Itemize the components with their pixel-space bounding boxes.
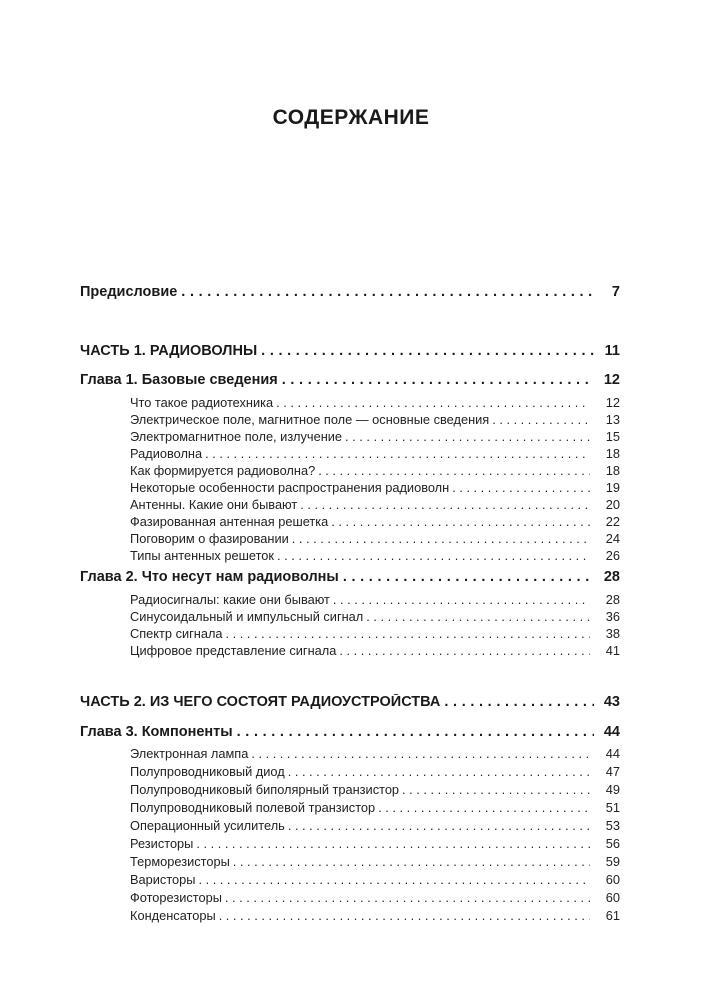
toc-entry-page: 15 bbox=[605, 429, 620, 444]
toc-entry-label: Типы антенных решеток bbox=[130, 548, 275, 563]
page-title: СОДЕРЖАНИЕ bbox=[272, 106, 430, 129]
dot-leader bbox=[366, 609, 590, 624]
toc-subentry[interactable] bbox=[130, 463, 620, 478]
toc-entry-page: 11 bbox=[604, 343, 620, 359]
dot-leader bbox=[402, 782, 590, 797]
toc-subentry[interactable] bbox=[130, 643, 620, 658]
toc-entry-label: Глава 3. Компоненты bbox=[80, 724, 233, 740]
toc-entry-page: 56 bbox=[605, 836, 620, 851]
toc-entry-label: Спектр сигнала bbox=[130, 626, 223, 641]
toc-entry-part-1[interactable] bbox=[80, 343, 620, 359]
toc-entry-page: 51 bbox=[605, 800, 620, 815]
toc-entry-label: Терморезисторы bbox=[130, 854, 230, 869]
toc-entry-label: Предисловие bbox=[80, 284, 178, 300]
toc-entry-label: Поговорим о фазировании bbox=[130, 531, 289, 546]
toc-entry-label: Резисторы bbox=[130, 836, 194, 851]
dot-leader bbox=[276, 395, 590, 410]
dot-leader bbox=[452, 480, 590, 495]
toc-entry-page: 13 bbox=[605, 412, 620, 427]
toc-entry-page: 28 bbox=[603, 569, 620, 585]
toc-subentry[interactable] bbox=[130, 800, 620, 815]
toc-entry-label: Глава 2. Что несут нам радиоволны bbox=[80, 569, 339, 585]
dot-leader bbox=[292, 531, 590, 546]
toc-subentry[interactable] bbox=[130, 548, 620, 563]
dot-leader bbox=[345, 429, 590, 444]
dot-leader bbox=[225, 890, 590, 905]
toc-entry-page: 24 bbox=[605, 531, 620, 546]
toc-entry-page: 28 bbox=[605, 592, 620, 607]
toc-entry-page: 60 bbox=[605, 890, 620, 905]
toc-entry-page: 60 bbox=[605, 872, 620, 887]
toc-entry-label: ЧАСТЬ 1. РАДИОВОЛНЫ bbox=[80, 343, 258, 359]
toc-entry-label: Полупроводниковый полевой транзистор bbox=[130, 800, 376, 815]
toc-entry-label: Электрическое поле, магнитное поле — основные сведения bbox=[130, 412, 490, 427]
toc-entry-label: ЧАСТЬ 2. ИЗ ЧЕГО СОСТОЯТ РАДИОУСТРОЙСТВА bbox=[80, 694, 441, 710]
toc-entry-page: 43 bbox=[603, 694, 620, 710]
toc-subentry[interactable] bbox=[130, 854, 620, 869]
dot-leader bbox=[233, 854, 590, 869]
dot-leader bbox=[237, 724, 594, 740]
dot-leader bbox=[219, 908, 590, 923]
toc-entry-label: Электромагнитное поле, излучение bbox=[130, 429, 343, 444]
toc-subentry[interactable] bbox=[130, 429, 620, 444]
dot-leader bbox=[261, 343, 594, 359]
toc-entry-chapter-3[interactable] bbox=[80, 724, 620, 740]
toc-entry-label: Радиосигналы: какие они бывают bbox=[130, 592, 330, 607]
dot-leader bbox=[181, 284, 594, 300]
toc-entry-page: 20 bbox=[605, 497, 620, 512]
dot-leader bbox=[196, 836, 590, 851]
toc-entry-page: 44 bbox=[603, 724, 620, 740]
toc-entry-page: 44 bbox=[605, 746, 620, 761]
toc-entry-label: Некоторые особенности распространения радиоволн bbox=[130, 480, 450, 495]
toc-entry-page: 61 bbox=[605, 908, 620, 923]
toc-subentry[interactable] bbox=[130, 746, 620, 761]
toc-entry-page: 41 bbox=[605, 643, 620, 658]
toc-entry-label: Антенны. Какие они бывают bbox=[130, 497, 298, 512]
toc-entry-label: Фазированная антенная решетка bbox=[130, 514, 329, 529]
toc-entry-page: 19 bbox=[605, 480, 620, 495]
toc-subentry[interactable] bbox=[130, 782, 620, 797]
dot-leader bbox=[198, 872, 590, 887]
toc-entry-label: Как формируется радиоволна? bbox=[130, 463, 316, 478]
toc-entry-page: 12 bbox=[603, 372, 620, 388]
toc-entry-page: 36 bbox=[605, 609, 620, 624]
toc-subentry[interactable] bbox=[130, 531, 620, 546]
toc-entry-part-2[interactable] bbox=[80, 694, 620, 710]
toc-subentry[interactable] bbox=[130, 836, 620, 851]
toc-entry-preface[interactable] bbox=[80, 284, 620, 300]
toc-entry-page: 7 bbox=[611, 284, 620, 300]
toc-subentry[interactable] bbox=[130, 872, 620, 887]
dot-leader bbox=[318, 463, 590, 478]
toc-subentry[interactable] bbox=[130, 764, 620, 779]
toc-entry-page: 18 bbox=[605, 446, 620, 461]
toc-entry-chapter-1[interactable] bbox=[80, 372, 620, 388]
toc-entry-label: Электронная лампа bbox=[130, 746, 249, 761]
toc-entry-page: 47 bbox=[605, 764, 620, 779]
toc-subentry[interactable] bbox=[130, 818, 620, 833]
dot-leader bbox=[251, 746, 590, 761]
dot-leader bbox=[226, 626, 590, 641]
toc-entry-page: 22 bbox=[605, 514, 620, 529]
dot-leader bbox=[333, 592, 590, 607]
toc-subentry[interactable] bbox=[130, 497, 620, 512]
toc-entry-page: 49 bbox=[605, 782, 620, 797]
dot-leader bbox=[205, 446, 590, 461]
toc-entry-label: Что такое радиотехника bbox=[130, 395, 274, 410]
toc-entry-label: Полупроводниковый биполярный транзистор bbox=[130, 782, 400, 797]
dot-leader bbox=[492, 412, 590, 427]
toc-entry-label: Фоторезисторы bbox=[130, 890, 222, 905]
toc-subentry[interactable] bbox=[130, 412, 620, 427]
toc-subentry[interactable] bbox=[130, 890, 620, 905]
dot-leader bbox=[378, 800, 590, 815]
toc-entry-page: 53 bbox=[605, 818, 620, 833]
toc-entry-label: Цифровое представление сигнала bbox=[130, 643, 337, 658]
toc-subentry[interactable] bbox=[130, 592, 620, 607]
dot-leader bbox=[331, 514, 590, 529]
toc-subentry[interactable] bbox=[130, 446, 620, 461]
dot-leader bbox=[277, 548, 590, 563]
toc-subentry[interactable] bbox=[130, 514, 620, 529]
toc-entry-label: Полупроводниковый диод bbox=[130, 764, 285, 779]
toc-entry-page: 26 bbox=[605, 548, 620, 563]
dot-leader bbox=[282, 372, 594, 388]
toc-subentry[interactable] bbox=[130, 395, 620, 410]
toc-entry-label: Варисторы bbox=[130, 872, 196, 887]
toc-subentry[interactable] bbox=[130, 626, 620, 641]
toc-entry-label: Синусоидальный и импульсный сигнал bbox=[130, 609, 364, 624]
dot-leader bbox=[288, 764, 590, 779]
toc-entry-page: 38 bbox=[605, 626, 620, 641]
toc-subentry[interactable] bbox=[130, 480, 620, 495]
toc-entry-label: Радиоволна bbox=[130, 446, 203, 461]
toc-entry-page: 12 bbox=[605, 395, 620, 410]
dot-leader bbox=[339, 643, 590, 658]
toc-subentry[interactable] bbox=[130, 609, 620, 624]
toc-entry-page: 59 bbox=[605, 854, 620, 869]
dot-leader bbox=[444, 694, 594, 710]
dot-leader bbox=[288, 818, 590, 833]
dot-leader bbox=[343, 569, 594, 585]
toc-entry-page: 18 bbox=[605, 463, 620, 478]
toc-entry-chapter-2[interactable] bbox=[80, 569, 620, 585]
dot-leader bbox=[300, 497, 590, 512]
toc-entry-label: Глава 1. Базовые сведения bbox=[80, 372, 278, 388]
toc-subentry[interactable] bbox=[130, 908, 620, 923]
toc-entry-label: Конденсаторы bbox=[130, 908, 216, 923]
toc-entry-label: Операционный усилитель bbox=[130, 818, 285, 833]
